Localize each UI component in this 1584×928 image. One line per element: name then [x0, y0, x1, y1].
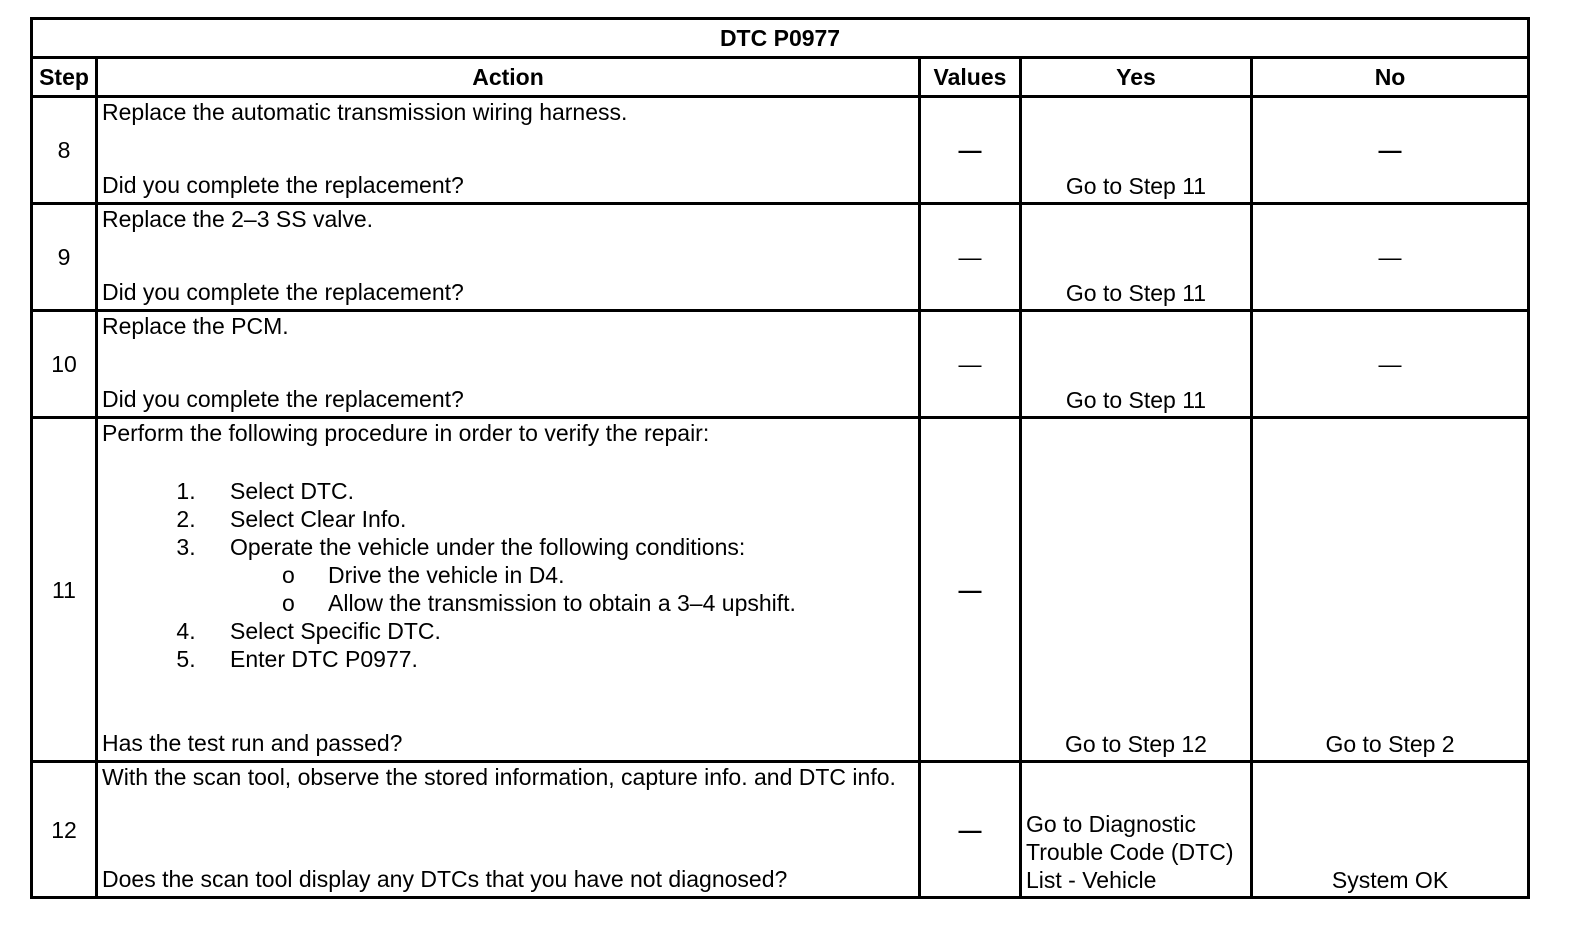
values-dash: —	[958, 244, 982, 270]
values-dash: —	[958, 816, 982, 843]
header-values: Values	[920, 58, 1021, 97]
table-row	[32, 204, 1529, 311]
header-row	[32, 58, 1529, 97]
procedure-list	[102, 477, 914, 673]
action-cell	[97, 311, 920, 418]
no-dash: —	[1378, 351, 1402, 377]
header-action: Action	[97, 58, 920, 97]
values-dash: —	[958, 137, 982, 163]
values-cell	[920, 311, 1021, 418]
no-cell	[1252, 311, 1529, 418]
no-dash: —	[1378, 137, 1402, 163]
condition-text: Drive the vehicle in D4.	[328, 562, 565, 588]
procedure-step: 5. Enter DTC P0977.	[202, 645, 914, 673]
action-question: Did you complete the replacement?	[102, 279, 464, 305]
action-question: Does the scan tool display any DTCs that you have not diagnosed?	[102, 866, 788, 892]
step-number: 10	[32, 311, 97, 418]
bullet-icon: o	[282, 562, 295, 588]
header-yes: Yes	[1021, 58, 1252, 97]
step-number: 11	[32, 418, 97, 762]
yes-cell: Go to Step 11	[1021, 311, 1252, 418]
no-cell	[1252, 97, 1529, 204]
action-question: Has the test run and passed?	[102, 730, 403, 756]
procedure-step: 1. Select DTC.	[202, 477, 914, 505]
action-question: Did you complete the replacement?	[102, 386, 464, 412]
step-number: 8	[32, 97, 97, 204]
yes-cell: Go to Step 11	[1021, 204, 1252, 311]
action-text: Replace the automatic transmission wiring harness.	[102, 99, 628, 125]
action-cell	[97, 762, 920, 898]
action-cell	[97, 97, 920, 204]
action-text: Replace the 2–3 SS valve.	[102, 206, 374, 232]
no-dash: —	[1378, 244, 1402, 270]
bullet-icon: o	[282, 590, 295, 616]
action-text: Replace the PCM.	[102, 313, 289, 339]
values-cell	[920, 97, 1021, 204]
table-row	[32, 97, 1529, 204]
table-title: DTC P0977	[32, 19, 1529, 58]
yes-cell: Go to Diagnostic Trouble Code (DTC) List - Vehicle	[1021, 762, 1252, 898]
table-row	[32, 311, 1529, 418]
action-question: Did you complete the replacement?	[102, 172, 464, 198]
values-dash: —	[958, 576, 982, 603]
action-text: With the scan tool, observe the stored information, capture info. and DTC info.	[102, 764, 896, 790]
values-cell	[920, 204, 1021, 311]
procedure-step: 4. Select Specific DTC.	[202, 617, 914, 645]
yes-cell: Go to Step 11	[1021, 97, 1252, 204]
table-row	[32, 762, 1529, 898]
dtc-table	[30, 17, 1530, 899]
header-no: No	[1252, 58, 1529, 97]
no-cell: Go to Step 2	[1252, 418, 1529, 762]
step-number: 9	[32, 204, 97, 311]
step-number: 12	[32, 762, 97, 898]
table-row	[32, 418, 1529, 762]
header-step: Step	[32, 58, 97, 97]
action-text: Perform the following procedure in order to verify the repair:	[102, 420, 710, 446]
condition-text: Allow the transmission to obtain a 3–4 upshift.	[328, 590, 796, 616]
procedure-step: 2. Select Clear Info.	[202, 505, 914, 533]
values-cell	[920, 762, 1021, 898]
action-cell	[97, 418, 920, 762]
values-cell	[920, 418, 1021, 762]
yes-cell: Go to Step 12	[1021, 418, 1252, 762]
condition-item	[282, 589, 914, 617]
procedure-step	[202, 533, 914, 617]
condition-item	[282, 561, 914, 589]
values-dash: —	[958, 351, 982, 377]
conditions-list	[230, 561, 914, 617]
no-cell: System OK	[1252, 762, 1529, 898]
action-cell	[97, 204, 920, 311]
no-cell	[1252, 204, 1529, 311]
procedure-step-text: Operate the vehicle under the following conditions:	[230, 534, 746, 560]
